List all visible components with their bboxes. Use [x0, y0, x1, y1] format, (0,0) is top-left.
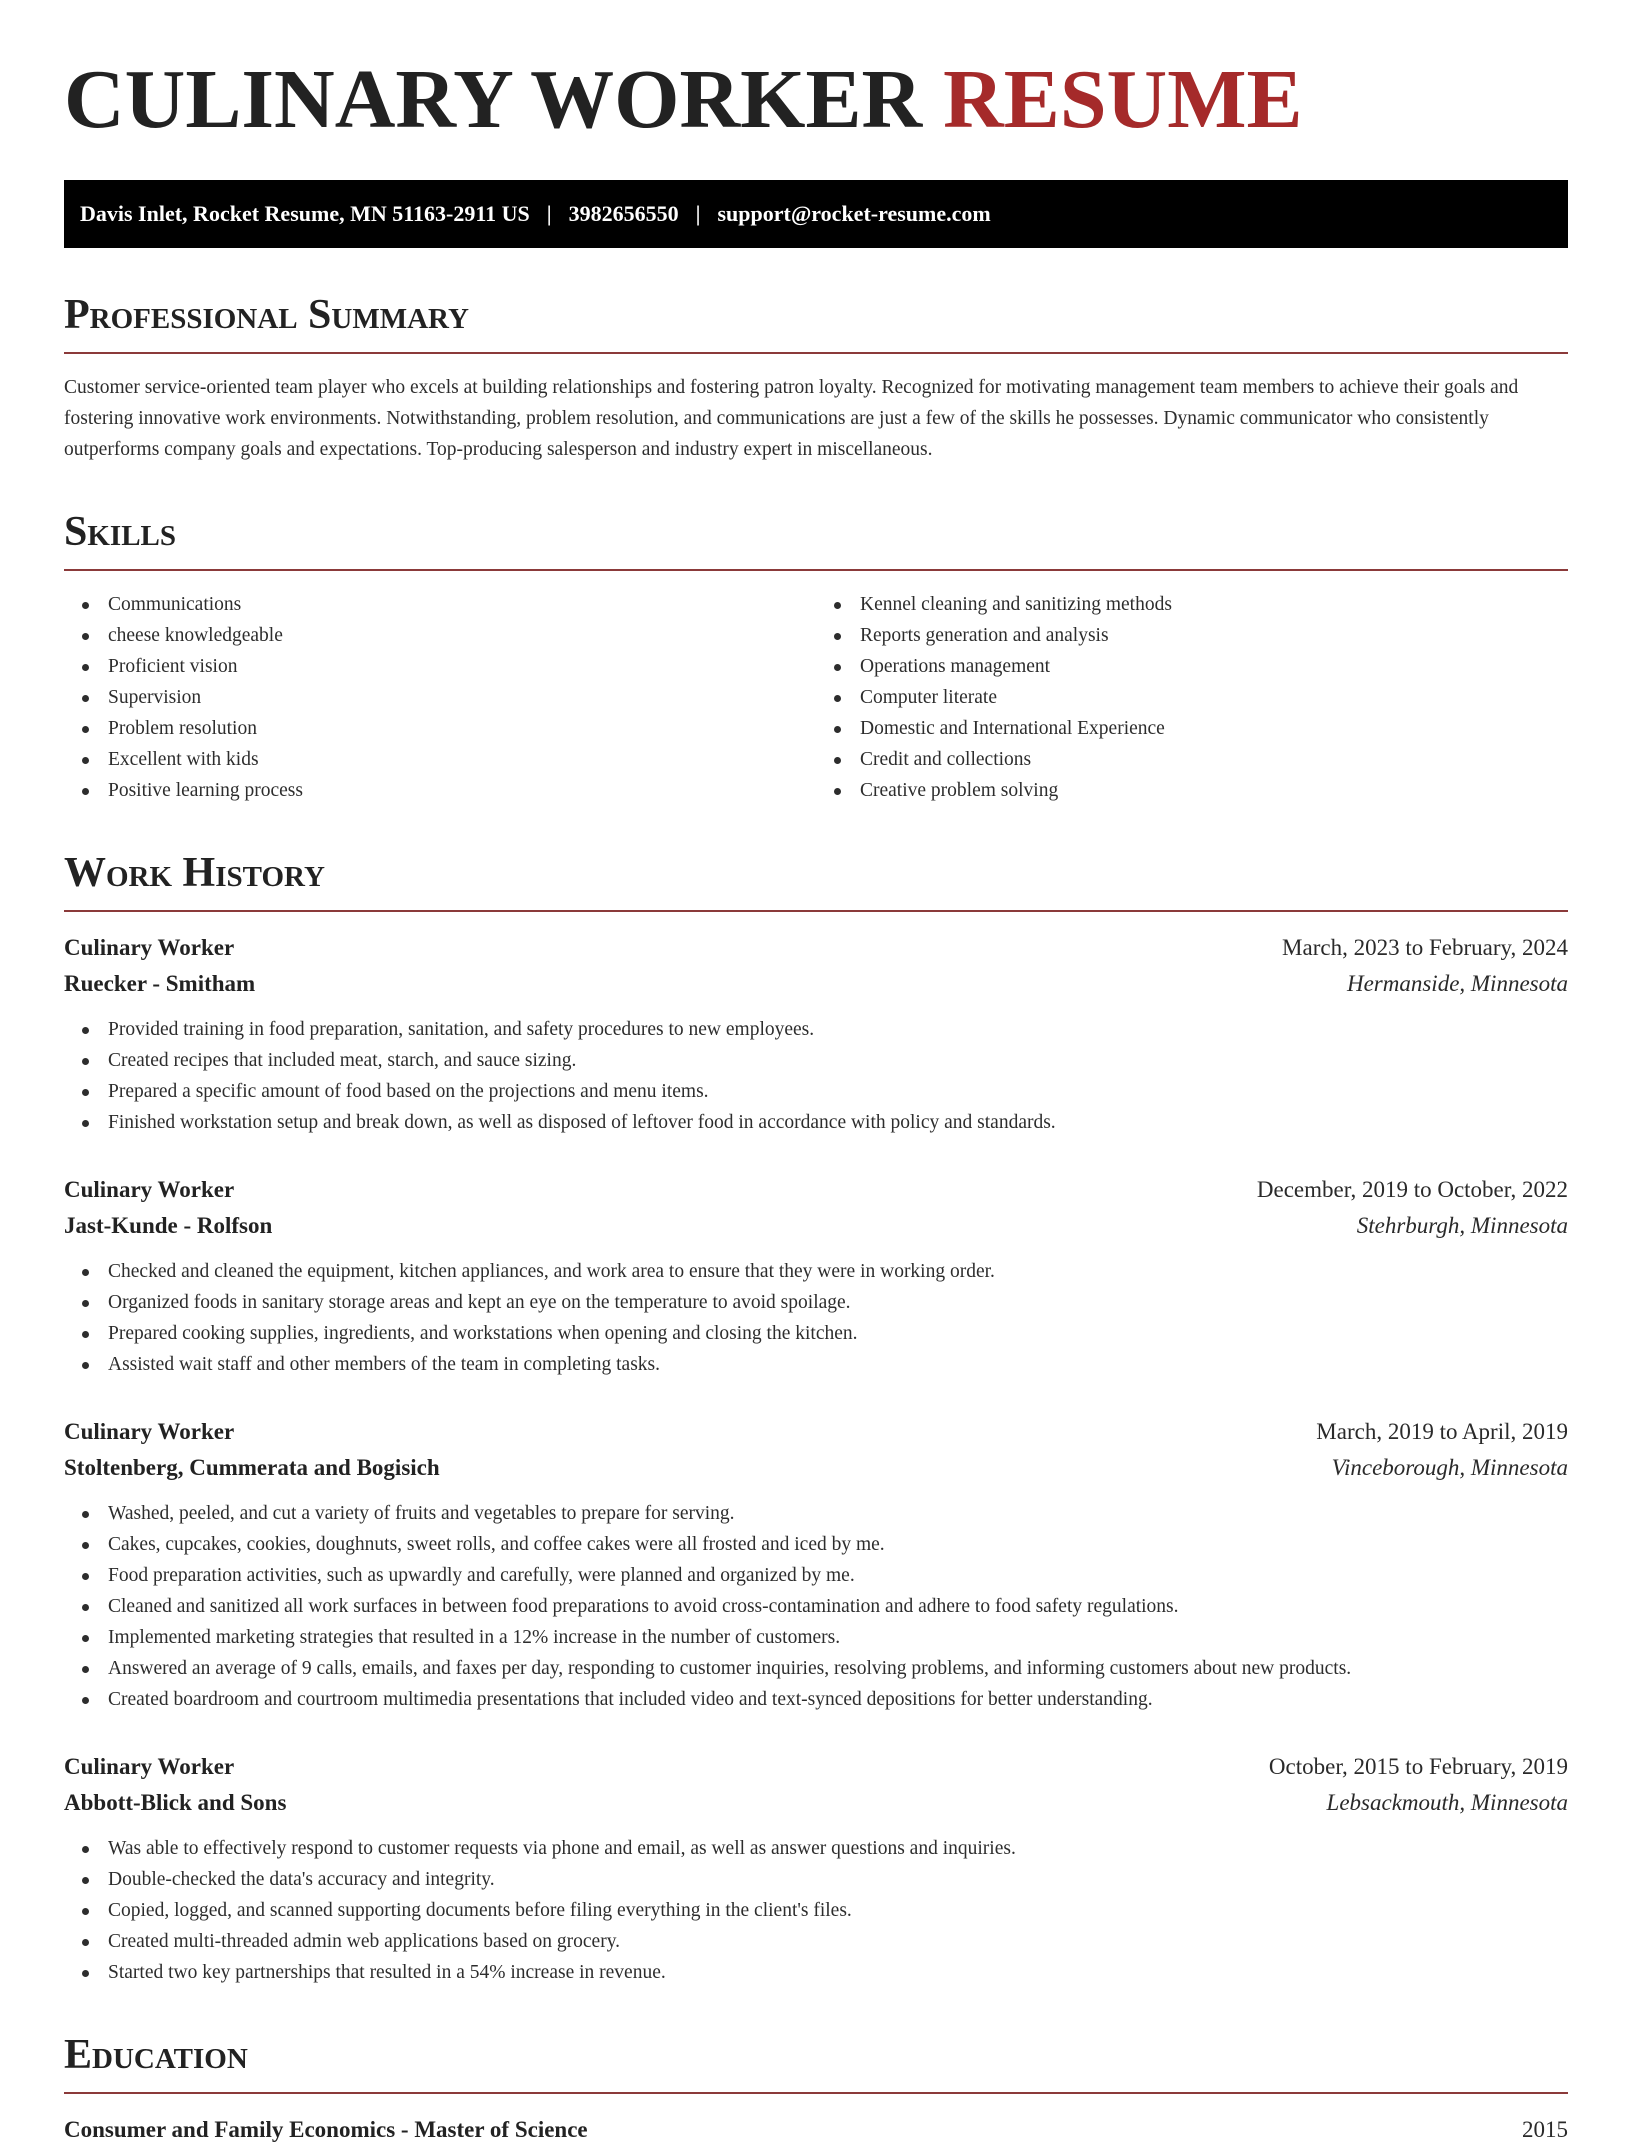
job-duties: [64, 1498, 1568, 1715]
duty-item: Organized foods in sanitary storage areas and kept an eye on the temperature to avoid spoilage.: [64, 1287, 1568, 1318]
skill-item: Positive learning process: [64, 775, 816, 806]
job-header-row: [64, 1172, 1568, 1208]
job-company-row: [64, 1785, 1568, 1821]
duty-item: Answered an average of 9 calls, emails, and faxes per day, responding to customer inquiries, resolving problems, and informing customers about new products.: [64, 1653, 1568, 1684]
education-heading: Education: [64, 2034, 1568, 2094]
job-location: Vinceborough, Minnesota: [1331, 1455, 1568, 1480]
job-dates: March, 2023 to February, 2024: [1282, 935, 1568, 960]
job-title: Culinary Worker: [64, 1419, 235, 1444]
duty-item: Double-checked the data's accuracy and integrity.: [64, 1864, 1568, 1895]
duty-item: Cakes, cupcakes, cookies, doughnuts, sweet rolls, and coffee cakes were all frosted and iced by me.: [64, 1529, 1568, 1560]
contact-phone: 3982656550: [568, 201, 679, 226]
education-degree: Consumer and Family Economics - Master of Science: [64, 2117, 588, 2142]
duty-item: Created boardroom and courtroom multimedia presentations that included video and text-synced depositions for better understanding.: [64, 1684, 1568, 1715]
skills-column-right: [816, 589, 1568, 806]
job-title: Culinary Worker: [64, 1754, 235, 1779]
skill-item: Proficient vision: [64, 651, 816, 682]
skill-item: Computer literate: [816, 682, 1568, 713]
job-location: Hermanside, Minnesota: [1346, 971, 1568, 996]
job-header-row: [64, 1749, 1568, 1785]
job-entry: [64, 1414, 1568, 1715]
duty-item: Implemented marketing strategies that resulted in a 12% increase in the number of customers.: [64, 1622, 1568, 1653]
job-title: Culinary Worker: [64, 1177, 235, 1202]
duty-item: Was able to effectively respond to customer requests via phone and email, as well as answer questions and inquiries.: [64, 1833, 1568, 1864]
job-entry: [64, 1172, 1568, 1380]
job-company-row: [64, 1208, 1568, 1244]
job-location: Stehrburgh, Minnesota: [1356, 1213, 1568, 1238]
duty-item: Food preparation activities, such as upwardly and carefully, were planned and organized by me.: [64, 1560, 1568, 1591]
summary-text: Customer service-oriented team player who excels at building relationships and fostering patron loyalty. Recognized for motivating management team members to achieve their goals and fostering innovative work environments. Notwithstanding, problem resolution, and communications are just a few of the skills he possesses. Dynamic communicator who consistently outperforms company goals and expectations. Top-producing salesperson and industry expert in miscellaneous.: [64, 377, 1519, 460]
duty-item: Created multi-threaded admin web applications based on grocery.: [64, 1926, 1568, 1957]
education-entry: [64, 2112, 1568, 2148]
title-main: CULINARY WORKER: [64, 53, 923, 146]
job-dates: December, 2019 to October, 2022: [1256, 1177, 1568, 1202]
job-company: Jast-Kunde - Rolfson: [64, 1213, 273, 1238]
contact-email: support@rocket-resume.com: [717, 201, 991, 226]
job-dates: March, 2019 to April, 2019: [1316, 1419, 1568, 1444]
skill-item: Supervision: [64, 682, 816, 713]
skill-item: Excellent with kids: [64, 744, 816, 775]
page-title: [64, 53, 1568, 146]
duty-item: Started two key partnerships that resulted in a 54% increase in revenue.: [64, 1957, 1568, 1988]
duty-item: Washed, peeled, and cut a variety of fruits and vegetables to prepare for serving.: [64, 1498, 1568, 1529]
skill-item: Kennel cleaning and sanitizing methods: [816, 589, 1568, 620]
duty-item: Provided training in food preparation, sanitation, and safety procedures to new employees.: [64, 1014, 1568, 1045]
skills-heading: Skills: [64, 511, 1568, 571]
contact-bar: [64, 180, 1568, 248]
job-header-row: [64, 1414, 1568, 1450]
job-entry: [64, 1749, 1568, 1988]
duty-item: Cleaned and sanitized all work surfaces in between food preparations to avoid cross-contamination and adhere to food safety regulations.: [64, 1591, 1568, 1622]
skill-item: Operations management: [816, 651, 1568, 682]
duty-item: Checked and cleaned the equipment, kitchen appliances, and work area to ensure that they were in working order.: [64, 1256, 1568, 1287]
duty-item: Copied, logged, and scanned supporting documents before filing everything in the client's files.: [64, 1895, 1568, 1926]
job-dates: October, 2015 to February, 2019: [1268, 1754, 1568, 1779]
duty-item: Prepared a specific amount of food based on the projections and menu items.: [64, 1076, 1568, 1107]
job-company: Ruecker - Smitham: [64, 971, 256, 996]
contact-address: Davis Inlet, Rocket Resume, MN 51163-2911 US: [80, 201, 530, 226]
duty-item: Created recipes that included meat, starch, and sauce sizing.: [64, 1045, 1568, 1076]
education-year: 2015: [1522, 2117, 1568, 2142]
skill-item: Domestic and International Experience: [816, 713, 1568, 744]
work-history-heading: Work History: [64, 852, 1568, 912]
job-company-row: [64, 966, 1568, 1002]
job-location: Lebsackmouth, Minnesota: [1326, 1790, 1568, 1815]
skill-item: Creative problem solving: [816, 775, 1568, 806]
skill-item: Problem resolution: [64, 713, 816, 744]
skill-item: cheese knowledgeable: [64, 620, 816, 651]
job-duties: [64, 1256, 1568, 1380]
skills-list: [64, 589, 1568, 806]
job-company: Abbott-Blick and Sons: [64, 1790, 287, 1815]
duty-item: Prepared cooking supplies, ingredients, and workstations when opening and closing the kitchen.: [64, 1318, 1568, 1349]
skill-item: Communications: [64, 589, 816, 620]
skill-item: Reports generation and analysis: [816, 620, 1568, 651]
job-entry: [64, 930, 1568, 1138]
summary-heading: Professional Summary: [64, 294, 1568, 354]
job-company-row: [64, 1450, 1568, 1486]
job-title: Culinary Worker: [64, 935, 235, 960]
duty-item: Finished workstation setup and break down, as well as disposed of leftover food in accordance with policy and standards.: [64, 1107, 1568, 1138]
contact-separator: |: [546, 201, 552, 226]
title-accent: RESUME: [943, 53, 1303, 146]
skill-item: Credit and collections: [816, 744, 1568, 775]
job-duties: [64, 1014, 1568, 1138]
job-header-row: [64, 930, 1568, 966]
contact-separator: |: [695, 201, 701, 226]
skills-column-left: [64, 589, 816, 806]
job-duties: [64, 1833, 1568, 1988]
duty-item: Assisted wait staff and other members of the team in completing tasks.: [64, 1349, 1568, 1380]
job-company: Stoltenberg, Cummerata and Bogisich: [64, 1455, 440, 1480]
